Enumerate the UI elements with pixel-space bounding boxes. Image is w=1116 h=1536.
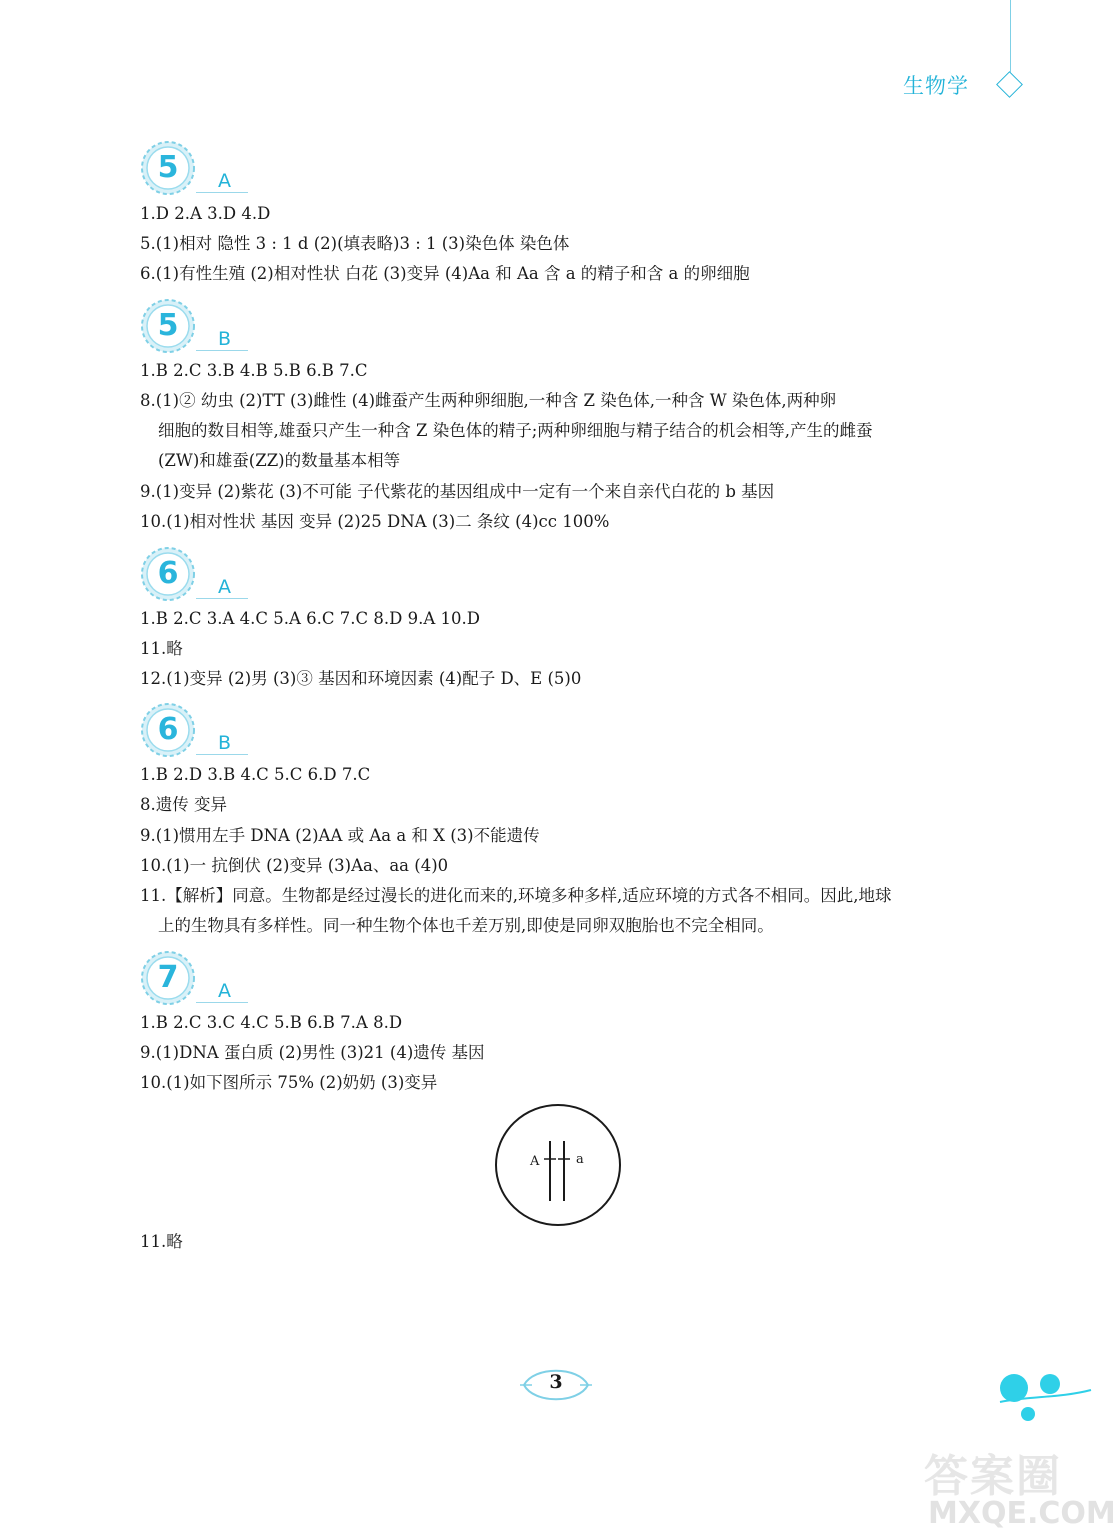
answer-line: 1.D 2.A 3.D 4.D (140, 204, 271, 223)
section-number: 5 (157, 150, 179, 185)
section-underline (196, 754, 248, 755)
answer-line: 9.(1)DNA 蛋白质 (2)男性 (3)21 (4)遗传 基因 (140, 1043, 485, 1062)
answer-line: 1.B 2.C 3.C 4.C 5.B 6.B 7.A 8.D (140, 1013, 403, 1032)
section-letter: B (218, 328, 232, 350)
section-underline (196, 192, 248, 193)
watermark-url: MXQE.COM (928, 1496, 1116, 1531)
section-heading-7a (140, 950, 260, 1008)
answer-line: 10.(1)如下图所示 75% (2)奶奶 (3)变异 (140, 1073, 438, 1092)
watermark-text: 答案圈 (924, 1451, 1062, 1502)
answer-line: 1.B 2.D 3.B 4.C 5.C 6.D 7.C (140, 765, 371, 784)
header-rule (1010, 0, 1011, 72)
section-heading-6a (140, 546, 260, 604)
section-heading-5a (140, 140, 260, 198)
answer-line: 11.略 (140, 1232, 183, 1251)
section-letter: B (218, 732, 232, 754)
answer-line: 9.(1)变异 (2)紫花 (3)不可能 子代紫花的基因组成中一定有一个来自亲代白花的 b 基因 (140, 482, 775, 501)
section-letter: A (218, 576, 231, 598)
answer-line: 10.(1)一 抗倒伏 (2)变异 (3)Aa、aa (4)0 (140, 856, 449, 875)
answer-line: 上的生物具有多样性。同一种生物个体也千差万别,即使是同卵双胞胎也不完全相同。 (158, 916, 774, 935)
answer-line: 11.略 (140, 639, 183, 658)
section-number: 5 (157, 308, 179, 343)
section-letter: A (218, 980, 231, 1002)
section-letter: A (218, 170, 231, 192)
subject-title: 生物学 (903, 74, 969, 98)
answer-line: 1.B 2.C 3.B 4.B 5.B 6.B 7.C (140, 361, 368, 380)
answer-line: 6.(1)有性生殖 (2)相对性状 白花 (3)变异 (4)Aa 和 Aa 含 a 的精子和含 a 的卵细胞 (140, 264, 750, 283)
section-heading-6b (140, 702, 260, 760)
answer-line: 10.(1)相对性状 基因 变异 (2)25 DNA (3)二 条纹 (4)cc 100% (140, 512, 610, 531)
answer-line: 5.(1)相对 隐性 3 : 1 d (2)(填表略)3 : 1 (3)染色体 染色体 (140, 234, 570, 253)
answer-line: 9.(1)惯用左手 DNA (2)AA 或 Aa a 和 X (3)不能遗传 (140, 826, 540, 845)
diamond-icon (996, 71, 1023, 98)
page-number: 3 (549, 1371, 563, 1393)
section-number: 7 (157, 960, 179, 995)
section-underline (196, 350, 248, 351)
chromosome-diagram (494, 1103, 622, 1227)
section-number: 6 (157, 556, 179, 591)
allele-label-dominant: A (530, 1154, 540, 1169)
allele-label-recessive: a (576, 1152, 584, 1167)
answer-line: 8.遗传 变异 (140, 795, 227, 814)
answer-line: 8.(1)② 幼虫 (2)TT (3)雌性 (4)雌蚕产生两种卵细胞,一种含 Z 染色体,一种含 W 染色体,两种卵 (140, 391, 837, 410)
section-underline (196, 1002, 248, 1003)
answer-line: (ZW)和雄蚕(ZZ)的数量基本相等 (158, 451, 401, 470)
answer-line: 1.B 2.C 3.A 4.C 5.A 6.C 7.C 8.D 9.A 10.D (140, 609, 480, 628)
answer-line: 细胞的数目相等,雄蚕只产生一种含 Z 染色体的精子;两种卵细胞与精子结合的机会相等,产生的雌蚕 (158, 421, 873, 440)
section-heading-5b (140, 298, 260, 356)
answer-line: 11.【解析】同意。生物都是经过漫长的进化而来的,环境多种多样,适应环境的方式各不相同。因此,地球 (140, 886, 892, 905)
decorative-dots-icon (990, 1366, 1091, 1426)
section-underline (196, 598, 248, 599)
answer-line: 12.(1)变异 (2)男 (3)③ 基因和环境因素 (4)配子 D、E (5)0 (140, 669, 582, 688)
section-number: 6 (157, 712, 179, 747)
